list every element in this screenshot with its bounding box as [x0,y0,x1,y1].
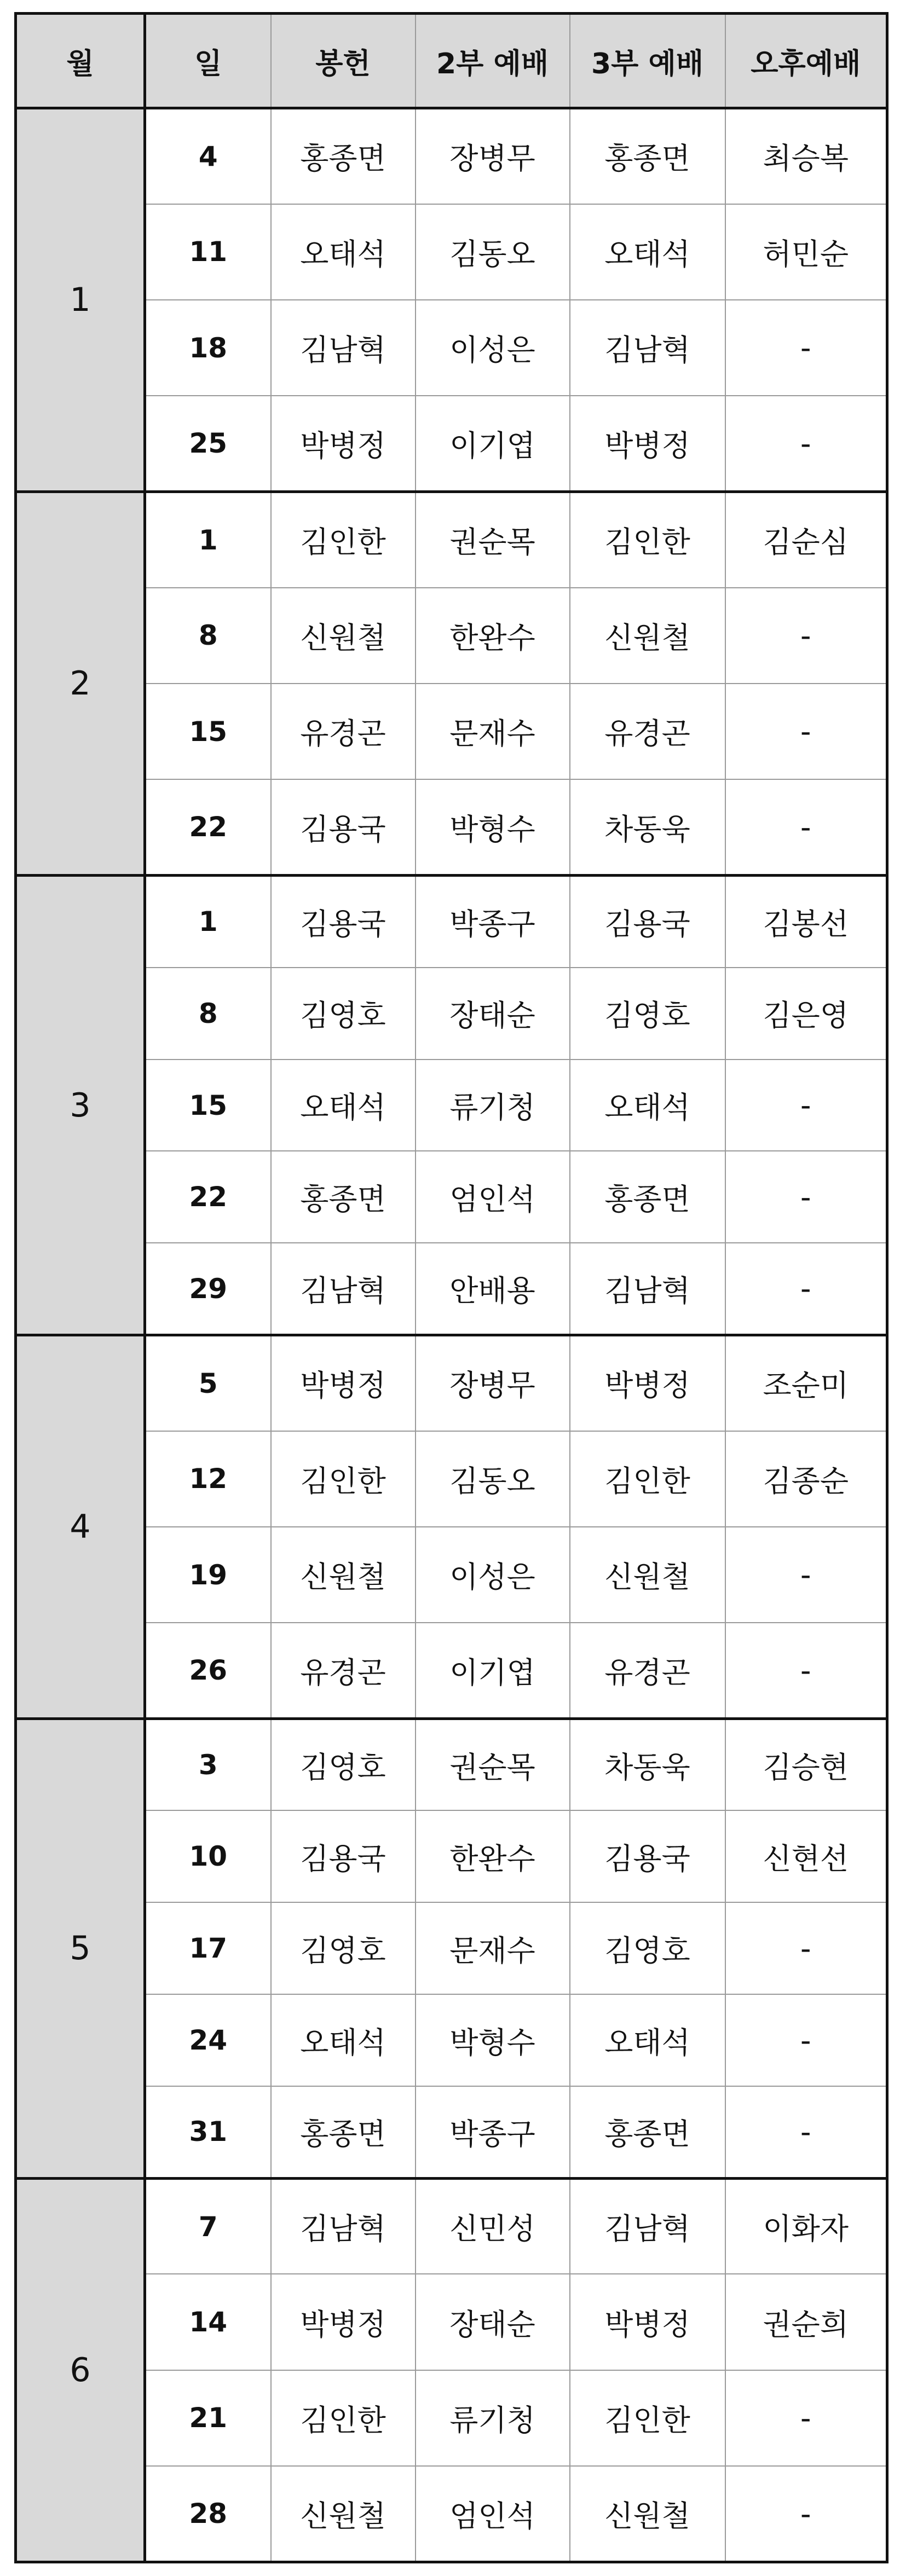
day-cell: 26 [145,1623,271,1718]
third-service-cell: 박병정 [570,1335,725,1431]
table-row [16,1718,887,1810]
third-service-cell: 김용국 [570,1810,725,1902]
second-service-cell: 김동오 [416,204,570,300]
afternoon-service-cell: 김승현 [725,1718,887,1810]
table-row [16,876,887,968]
third-service-cell: 김인한 [570,1431,725,1527]
header-second-service: 2부 예배 [416,14,570,108]
afternoon-service-cell: 김은영 [725,968,887,1060]
month-cell: 1 [16,108,145,492]
second-service-cell: 이기엽 [416,396,570,491]
day-cell: 8 [145,968,271,1060]
table-row [16,968,887,1060]
day-cell: 5 [145,1335,271,1431]
third-service-cell: 오태석 [570,204,725,300]
second-service-cell: 장병무 [416,1335,570,1431]
table-row [16,1243,887,1335]
day-cell: 25 [145,396,271,491]
table-row [16,684,887,779]
offering-cell: 김인한 [271,2370,416,2466]
third-service-cell: 김남혁 [570,1243,725,1335]
third-service-cell: 박병정 [570,2274,725,2370]
day-cell: 7 [145,2178,271,2274]
third-service-cell: 오태석 [570,1060,725,1151]
day-cell: 24 [145,1994,271,2086]
table-row [16,396,887,491]
second-service-cell: 류기청 [416,1060,570,1151]
third-service-cell: 유경곤 [570,1623,725,1718]
schedule-body [16,108,887,2562]
header-third-service: 3부 예배 [570,14,725,108]
table-row [16,1335,887,1431]
offering-cell: 김용국 [271,1810,416,1902]
second-service-cell: 장병무 [416,108,570,204]
offering-cell: 박병정 [271,2274,416,2370]
second-service-cell: 이성은 [416,1527,570,1623]
third-service-cell: 박병정 [570,396,725,491]
second-service-cell: 권순목 [416,1718,570,1810]
table-row [16,1431,887,1527]
afternoon-service-cell: - [725,1623,887,1718]
afternoon-service-cell: - [725,1994,887,2086]
afternoon-service-cell: - [725,1527,887,1623]
table-row [16,1623,887,1718]
month-cell: 6 [16,2178,145,2562]
offering-cell: 김용국 [271,876,416,968]
third-service-cell: 홍종면 [570,2086,725,2178]
offering-cell: 오태석 [271,204,416,300]
day-cell: 1 [145,492,271,588]
afternoon-service-cell: - [725,300,887,396]
table-row [16,1060,887,1151]
day-cell: 28 [145,2466,271,2562]
header-day: 일 [145,14,271,108]
afternoon-service-cell: - [725,588,887,684]
day-cell: 14 [145,2274,271,2370]
day-cell: 22 [145,779,271,875]
afternoon-service-cell: - [725,2466,887,2562]
third-service-cell: 차동욱 [570,779,725,875]
afternoon-service-cell: 김종순 [725,1431,887,1527]
afternoon-service-cell: 권순희 [725,2274,887,2370]
table-row [16,2274,887,2370]
afternoon-service-cell: - [725,684,887,779]
offering-cell: 오태석 [271,1994,416,2086]
offering-cell: 김남혁 [271,300,416,396]
second-service-cell: 박종구 [416,876,570,968]
second-service-cell: 이기엽 [416,1623,570,1718]
third-service-cell: 신원철 [570,588,725,684]
second-service-cell: 류기청 [416,2370,570,2466]
afternoon-service-cell: - [725,1902,887,1994]
second-service-cell: 한완수 [416,1810,570,1902]
third-service-cell: 신원철 [570,1527,725,1623]
third-service-cell: 김남혁 [570,300,725,396]
second-service-cell: 장태순 [416,968,570,1060]
table-row [16,2086,887,2178]
table-row [16,300,887,396]
offering-cell: 오태석 [271,1060,416,1151]
second-service-cell: 장태순 [416,2274,570,2370]
third-service-cell: 김남혁 [570,2178,725,2274]
offering-cell: 홍종면 [271,1151,416,1243]
day-cell: 10 [145,1810,271,1902]
day-cell: 8 [145,588,271,684]
offering-cell: 신원철 [271,1527,416,1623]
offering-cell: 김인한 [271,1431,416,1527]
afternoon-service-cell: 김봉선 [725,876,887,968]
table-row [16,1151,887,1243]
offering-cell: 김남혁 [271,2178,416,2274]
second-service-cell: 박형수 [416,779,570,875]
day-cell: 3 [145,1718,271,1810]
header-offering: 봉헌 [271,14,416,108]
month-cell: 2 [16,492,145,876]
day-cell: 31 [145,2086,271,2178]
afternoon-service-cell: 허민순 [725,204,887,300]
table-row [16,108,887,204]
service-schedule-table [14,12,889,2563]
day-cell: 4 [145,108,271,204]
second-service-cell: 문재수 [416,684,570,779]
offering-cell: 신원철 [271,2466,416,2562]
offering-cell: 유경곤 [271,1623,416,1718]
second-service-cell: 이성은 [416,300,570,396]
table-row [16,588,887,684]
offering-cell: 박병정 [271,396,416,491]
third-service-cell: 홍종면 [570,108,725,204]
third-service-cell: 김영호 [570,968,725,1060]
month-cell: 4 [16,1335,145,1718]
offering-cell: 김영호 [271,1718,416,1810]
second-service-cell: 박종구 [416,2086,570,2178]
day-cell: 12 [145,1431,271,1527]
second-service-cell: 엄인석 [416,1151,570,1243]
table-row [16,1527,887,1623]
header-row [16,14,887,108]
offering-cell: 박병정 [271,1335,416,1431]
day-cell: 1 [145,876,271,968]
table-row [16,2178,887,2274]
offering-cell: 신원철 [271,588,416,684]
offering-cell: 유경곤 [271,684,416,779]
month-cell: 3 [16,876,145,1335]
third-service-cell: 김용국 [570,876,725,968]
afternoon-service-cell: - [725,1060,887,1151]
third-service-cell: 유경곤 [570,684,725,779]
second-service-cell: 한완수 [416,588,570,684]
second-service-cell: 권순목 [416,492,570,588]
third-service-cell: 홍종면 [570,1151,725,1243]
day-cell: 11 [145,204,271,300]
day-cell: 29 [145,1243,271,1335]
day-cell: 18 [145,300,271,396]
afternoon-service-cell: 이화자 [725,2178,887,2274]
afternoon-service-cell: 최승복 [725,108,887,204]
offering-cell: 홍종면 [271,2086,416,2178]
afternoon-service-cell: - [725,2086,887,2178]
offering-cell: 김용국 [271,779,416,875]
offering-cell: 홍종면 [271,108,416,204]
afternoon-service-cell: - [725,1151,887,1243]
afternoon-service-cell: - [725,2370,887,2466]
table-row [16,1902,887,1994]
offering-cell: 김영호 [271,968,416,1060]
third-service-cell: 김인한 [570,2370,725,2466]
afternoon-service-cell: - [725,1243,887,1335]
second-service-cell: 박형수 [416,1994,570,2086]
table-row [16,779,887,875]
day-cell: 15 [145,1060,271,1151]
table-row [16,204,887,300]
third-service-cell: 김인한 [570,492,725,588]
second-service-cell: 문재수 [416,1902,570,1994]
table-row [16,492,887,588]
second-service-cell: 신민성 [416,2178,570,2274]
second-service-cell: 안배용 [416,1243,570,1335]
offering-cell: 김남혁 [271,1243,416,1335]
offering-cell: 김인한 [271,492,416,588]
third-service-cell: 차동욱 [570,1718,725,1810]
table-row [16,2370,887,2466]
second-service-cell: 엄인석 [416,2466,570,2562]
table-row [16,1994,887,2086]
header-month: 월 [16,14,145,108]
afternoon-service-cell: 김순심 [725,492,887,588]
afternoon-service-cell: - [725,779,887,875]
third-service-cell: 신원철 [570,2466,725,2562]
afternoon-service-cell: 신현선 [725,1810,887,1902]
day-cell: 19 [145,1527,271,1623]
afternoon-service-cell: 조순미 [725,1335,887,1431]
table-row [16,2466,887,2562]
afternoon-service-cell: - [725,396,887,491]
day-cell: 21 [145,2370,271,2466]
offering-cell: 김영호 [271,1902,416,1994]
third-service-cell: 김영호 [570,1902,725,1994]
day-cell: 15 [145,684,271,779]
month-cell: 5 [16,1718,145,2178]
second-service-cell: 김동오 [416,1431,570,1527]
day-cell: 22 [145,1151,271,1243]
header-afternoon-service: 오후예배 [725,14,887,108]
table-row [16,1810,887,1902]
day-cell: 17 [145,1902,271,1994]
third-service-cell: 오태석 [570,1994,725,2086]
